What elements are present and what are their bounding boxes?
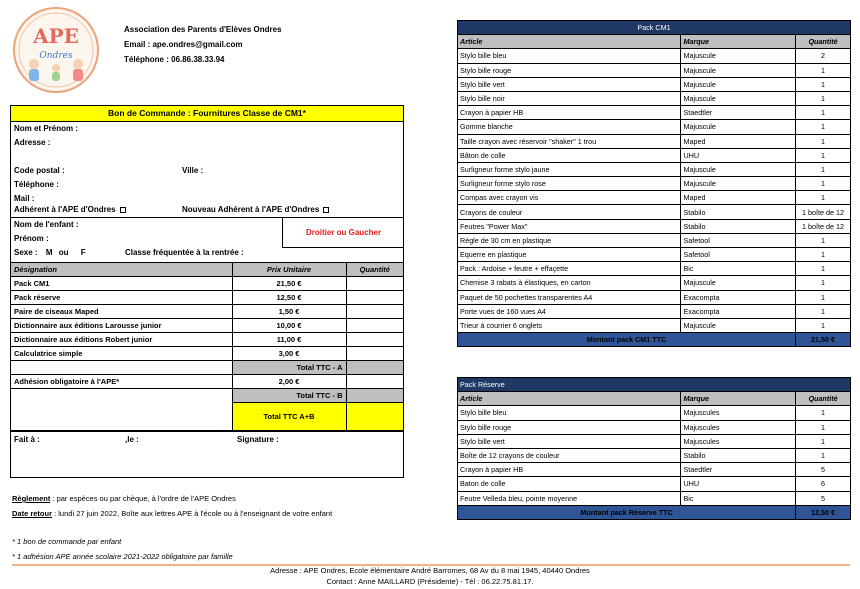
total-a-label: Total TTC - A [232,361,346,375]
product-table [11,262,403,431]
address-field[interactable] [11,136,403,150]
table-row [458,162,851,176]
member-label: Adhérent à l'APE d'Ondres [14,205,116,214]
total-b-row [11,389,403,403]
qty-cell: 1 [796,318,851,332]
qty-cell: 1 [796,177,851,191]
item-qty[interactable] [346,291,403,305]
brand-cell: Majuscule [681,77,796,91]
article-cell: Chemise 3 rabats à élastiques, en carton [458,276,681,290]
brand-cell: Majuscule [681,318,796,332]
pack-reserve-title-row [458,378,851,392]
qty-cell: 1 [796,120,851,134]
table-row [458,63,851,77]
article-cell: Trieur à courrier 6 onglets [458,318,681,332]
order-form [10,105,404,478]
pack-reserve-rows [458,406,851,505]
sex-class-row [11,246,403,260]
member-checkbox[interactable] [120,207,126,213]
table-row [458,233,851,247]
name-field[interactable] [11,122,403,136]
new-member-checkbox[interactable] [323,207,329,213]
col-price: Prix Unitaire [232,263,346,277]
article-cell: Feutres "Power Max" [458,219,681,233]
pack-reserve-header [458,392,851,406]
payment-note [12,494,236,503]
child-first-name-label: Prénom : [14,234,49,243]
return-note [12,509,332,518]
pack-cm1-table [457,20,851,347]
payment-label: Règlement [12,494,51,503]
article-cell: Stylo bille rouge [458,420,681,434]
brand-cell: Safetool [681,233,796,247]
brand-cell: Majuscules [681,420,796,434]
association-email: Email : ape.ondres@gmail.com [124,40,243,49]
pack-reserve-total-value: 12,50 € [796,505,851,519]
brand-cell: Majuscule [681,177,796,191]
qty-cell: 1 [796,91,851,105]
qty-cell: 1 [796,420,851,434]
table-row [458,191,851,205]
article-cell: Taille crayon avec réservoir "shaker" 1 trou [458,134,681,148]
footer-contact: Contact : Anne MAILLARD (Présidente) - Tél : 06.22.75.81.17. [326,577,534,586]
table-row [458,134,851,148]
membership-row [11,203,403,217]
table-row [11,347,403,361]
qty-cell: 1 boîte de 12 [796,219,851,233]
sex-m[interactable]: M [45,248,53,257]
brand-cell: Safetool [681,248,796,262]
done-at-label: Fait à : [14,435,40,444]
col-brand: Marque [681,392,796,406]
qty-cell: 1 [796,162,851,176]
item-name: Dictionnaire aux éditions Larousse junior [11,319,232,333]
brand-cell: UHU [681,477,796,491]
qty-cell: 1 [796,434,851,448]
table-row [458,148,851,162]
phone-label: Téléphone : [14,180,59,189]
date-label: ,le : [125,435,139,444]
article-cell: Stylo bille bleu [458,49,681,63]
postal-row [11,164,403,178]
postal-label: Code postal : [14,166,65,175]
brand-cell: Majuscule [681,162,796,176]
col-brand: Marque [681,35,796,49]
col-qty: Quantité [796,392,851,406]
brand-cell: Exacompta [681,290,796,304]
qty-cell: 2 [796,49,851,63]
address-label: Adresse : [14,138,51,147]
table-row [458,290,851,304]
pack-reserve-table [457,377,851,520]
brand-cell: Majuscules [681,434,796,448]
article-cell: Stylo bille vert [458,434,681,448]
article-cell: Paquet de 50 pochettes transparentes A4 [458,290,681,304]
brand-cell: Bic [681,491,796,505]
association-phone: Téléphone : 06.86.38.33.94 [124,55,225,64]
col-qty: Quantité [346,263,403,277]
total-ab-label: Total TTC A+B [232,403,346,431]
pack-cm1-total-label: Montant pack CM1 TTC [458,333,796,347]
table-row [458,248,851,262]
table-row [11,291,403,305]
qty-cell: 1 [796,63,851,77]
article-cell: Stylo bille vert [458,77,681,91]
table-row [458,406,851,420]
table-row [458,434,851,448]
handed-box[interactable]: Droitier ou Gaucher [282,218,404,248]
qty-cell: 5 [796,491,851,505]
table-row [11,319,403,333]
table-row [458,304,851,318]
return-text: : lundi 27 juin 2022, Boîte aux lettres APE à l'école ou à l'enseignant de votre enfant [52,509,333,518]
article-cell: Stylo bille bleu [458,406,681,420]
city-label: Ville : [182,166,204,175]
brand-cell: Stabilo [681,205,796,219]
qty-cell: 1 [796,290,851,304]
brand-cell: Majuscule [681,91,796,105]
item-qty[interactable] [346,277,403,291]
table-row [458,177,851,191]
article-cell: Crayon à papier HB [458,106,681,120]
return-label: Date retour [12,509,53,518]
qty-cell: 1 [796,148,851,162]
article-cell: Gomme blanche [458,120,681,134]
table-row [458,91,851,105]
item-qty[interactable] [346,333,403,347]
brand-cell: Majuscule [681,276,796,290]
logo-subtext: Ondres [39,51,73,61]
table-row [458,448,851,462]
table-row [11,277,403,291]
pack-cm1-total-value: 21,50 € [796,333,851,347]
total-b-value[interactable] [346,389,403,403]
brand-cell: Majuscule [681,63,796,77]
item-price: 10,00 € [232,319,346,333]
sex-f[interactable]: F [80,248,86,257]
brand-cell: Exacompta [681,304,796,318]
brand-cell: Maped [681,134,796,148]
item-qty[interactable] [346,347,403,361]
article-cell: Pack : Ardoise + feutre + effaçette [458,262,681,276]
qty-cell: 1 [796,406,851,420]
brand-cell: Majuscules [681,406,796,420]
class-label: Classe fréquentée à la rentrée : [125,248,244,257]
association-info [124,22,282,67]
article-cell: Crayons de couleur [458,205,681,219]
total-b-label: Total TTC - B [232,389,346,403]
article-cell: Règle de 30 cm en plastique [458,233,681,247]
sex-or: ou [58,248,69,257]
pack-reserve-title: Pack Réserve [458,378,851,392]
item-qty[interactable] [346,305,403,319]
article-cell: Feutre Velleda bleu, pointe moyenne [458,491,681,505]
table-row [11,333,403,347]
table-row [458,77,851,91]
qty-cell: 1 [796,77,851,91]
pack-cm1-title: Pack CM1 [458,21,851,35]
total-ab-value[interactable] [346,403,403,431]
mail-field[interactable] [11,192,403,203]
qty-cell: 1 [796,448,851,462]
note-one: * 1 bon de commande par enfant [12,537,122,546]
item-name: Paire de ciseaux Maped [11,305,232,319]
article-cell: Stylo bille noir [458,91,681,105]
col-article: Article [458,392,681,406]
qty-cell: 1 [796,106,851,120]
item-name: Dictionnaire aux éditions Robert junior [11,333,232,347]
item-price: 21,50 € [232,277,346,291]
qty-cell: 1 [796,304,851,318]
child-name-label: Nom de l'enfant : [14,220,79,229]
product-table-header [11,263,403,277]
payment-text: : par espèces ou par chèque, à l'ordre de l'APE Ondres [50,494,236,503]
table-row [458,205,851,219]
pack-reserve-total-label: Montant pack Réserve TTC [458,505,796,519]
footer-address: Adresse : APE Ondres, Ecole élémentaire André Barromes, 68 Av du 8 mai 1945, 40440 Ondres [270,566,590,575]
item-name: Pack CM1 [11,277,232,291]
table-row [458,491,851,505]
item-name: Calculatrice simple [11,347,232,361]
article-cell: Stylo bille rouge [458,63,681,77]
table-row [458,318,851,332]
qty-cell: 1 [796,276,851,290]
membership-item-price: 2,00 € [232,375,346,389]
qty-cell: 1 boîte de 12 [796,205,851,219]
pack-cm1-total-row [458,333,851,347]
qty-cell: 1 [796,233,851,247]
table-row [11,305,403,319]
brand-cell: Majuscule [681,49,796,63]
brand-cell: Maped [681,191,796,205]
table-row [458,120,851,134]
table-row [458,477,851,491]
qty-cell: 1 [796,191,851,205]
col-qty: Quantité [796,35,851,49]
qty-cell: 1 [796,248,851,262]
total-a-row [11,361,403,375]
col-designation: Désignation [11,263,232,277]
table-row [458,276,851,290]
association-name: Association des Parents d'Elèves Ondres [124,25,282,34]
membership-item-qty[interactable] [346,375,403,389]
ape-logo [10,6,102,94]
membership-item-row [11,375,403,389]
pack-cm1-rows [458,49,851,333]
article-cell: Boîte de 12 crayons de couleur [458,448,681,462]
brand-cell: Bic [681,262,796,276]
article-cell: Crayon à papier HB [458,463,681,477]
col-article: Article [458,35,681,49]
table-row [458,463,851,477]
brand-cell: Stabilo [681,448,796,462]
note-two: * 1 adhésion APE année scolaire 2021-2022 obligatoire par famille [12,552,233,561]
membership-item-name: Adhésion obligatoire à l'APE* [11,375,232,389]
total-a-value[interactable] [346,361,403,375]
article-cell: Baton de colle [458,477,681,491]
logo-text: APE [33,24,79,48]
pack-reserve-total-row [458,505,851,519]
phone-field[interactable] [11,178,403,192]
qty-cell: 1 [796,262,851,276]
article-cell: Bâton de colle [458,148,681,162]
mail-label: Mail : [14,194,35,203]
article-cell: Equerre en plastique [458,248,681,262]
sex-label: Sexe : [14,248,38,257]
table-row [458,49,851,63]
article-cell: Compas avec crayon vis [458,191,681,205]
table-row [458,420,851,434]
table-row [458,219,851,233]
item-name: Pack réserve [11,291,232,305]
signature-section [11,431,403,477]
qty-cell: 6 [796,477,851,491]
article-cell: Porte vues de 160 vues A4 [458,304,681,318]
qty-cell: 1 [796,134,851,148]
brand-cell: Staedtler [681,463,796,477]
brand-cell: Staedtler [681,106,796,120]
table-row [458,262,851,276]
article-cell: Surligneur forme stylo rose [458,177,681,191]
qty-cell: 5 [796,463,851,477]
pack-cm1-title-row [458,21,851,35]
pack-cm1-header [458,35,851,49]
child-section [11,217,403,262]
item-price: 3,00 € [232,347,346,361]
brand-cell: Stabilo [681,219,796,233]
item-price: 11,00 € [232,333,346,347]
signature-label: Signature : [237,435,279,444]
brand-cell: UHU [681,148,796,162]
brand-cell: Majuscule [681,120,796,134]
form-title: Bon de Commande : Fournitures Classe de CM1* [11,106,403,122]
new-member-label: Nouveau Adhérent à l'APE d'Ondres [182,205,320,214]
total-ab-row [11,403,403,431]
article-cell: Surligneur forme stylo jaune [458,162,681,176]
item-qty[interactable] [346,319,403,333]
item-price: 12,50 € [232,291,346,305]
table-row [458,106,851,120]
name-label: Nom et Prénom : [14,124,79,133]
item-price: 1,50 € [232,305,346,319]
